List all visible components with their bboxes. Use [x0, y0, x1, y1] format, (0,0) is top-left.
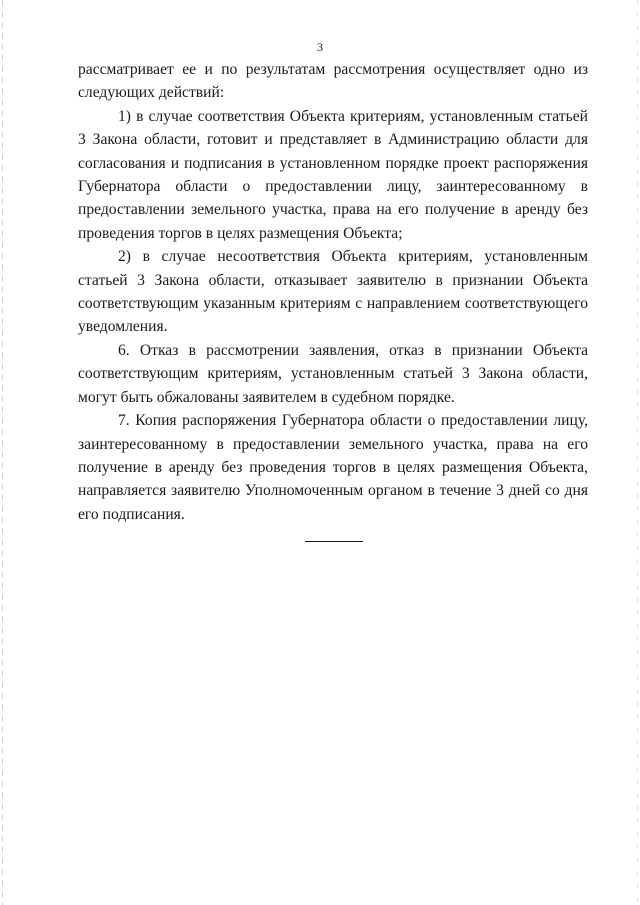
- paragraph-continuation: рассматривает ее и по результатам рассмотрения осуществляет одно из следующих действий:: [78, 61, 588, 102]
- scan-edge-right: [637, 0, 638, 905]
- paragraph-clause-6: 6. Отказ в рассмотрении заявления, отказ в признании Объекта соответствующим критериям, установленным статьей 3 Закона области, могут быть обжалованы заявителем в судебном порядке.: [78, 341, 588, 406]
- page-number: 3: [317, 40, 323, 54]
- scan-edge-left: [2, 0, 3, 905]
- paragraph-item-1: 1) в случае соответствия Объекта критериям, установленным статьей 3 Закона области, готовит и представляет в Администрацию области для согласования и подписания в установленном порядке проект распоряжения Губернатора области о предоставлении лицу, заинтересованному в предоставлении земельного участка, права на его получение в аренду без проведения торгов в целях размещения Объекта;: [78, 107, 588, 242]
- paragraph-item-2: 2) в случае несоответствия Объекта критериям, установленным статьей 3 Закона области, отказывает заявителю в признании Объекта соответствующим указанным критериям с направлением соответствующего уведомления.: [78, 248, 588, 336]
- end-of-document-rule: [305, 541, 363, 542]
- document-body: [78, 58, 588, 526]
- paragraph-clause-7: 7. Копия распоряжения Губернатора области о предоставлении лицу, заинтересованному в предоставлении земельного участка, права на его получение в аренду без проведения торгов в целях размещения Объекта, направляется заявителю Уполномоченным органом в течение 3 дней со дня его подписания.: [78, 412, 588, 523]
